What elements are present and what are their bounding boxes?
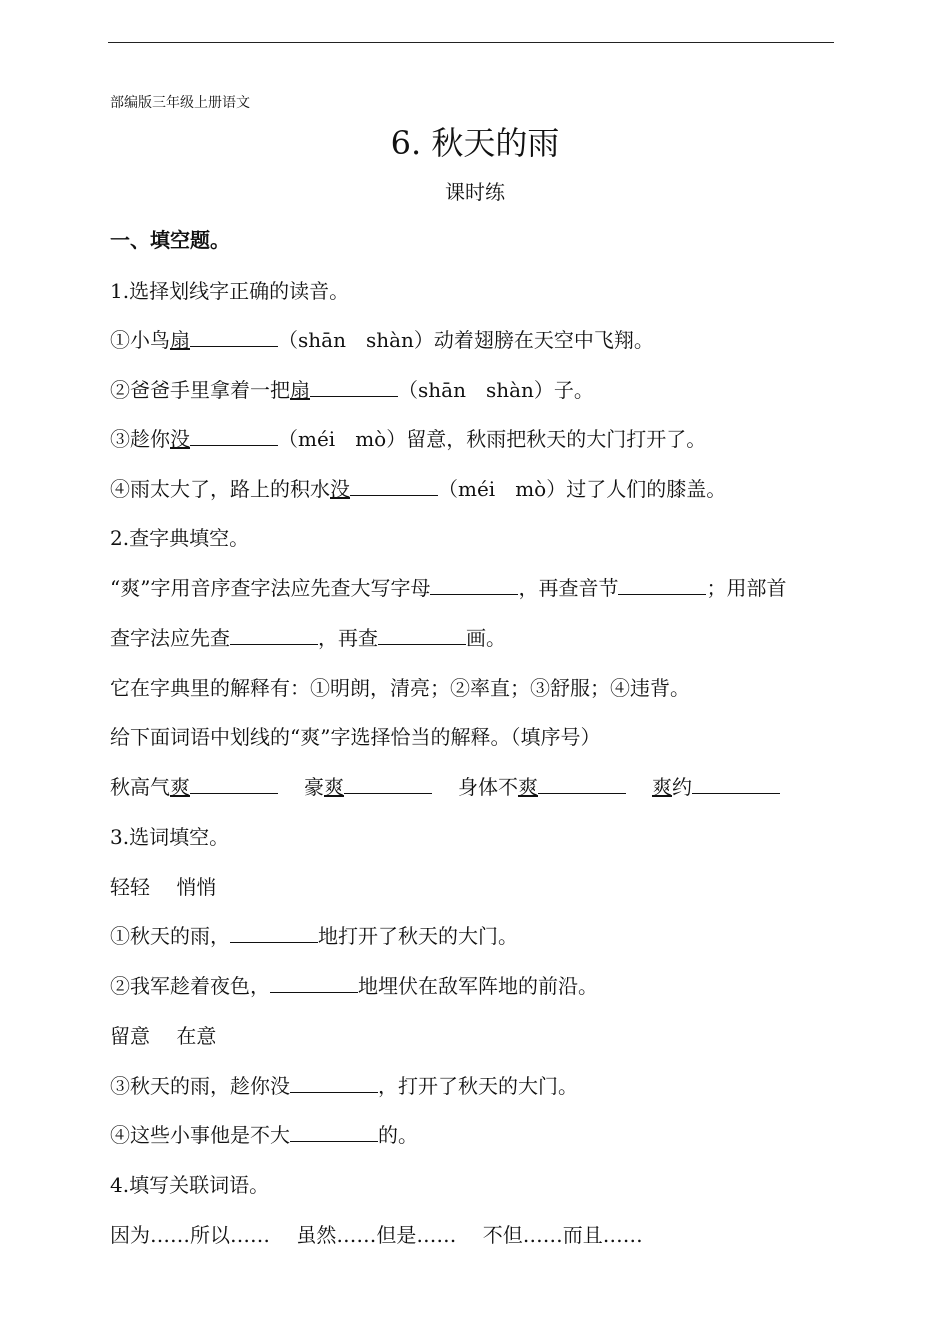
q4-options: 因为……所以…… 虽然……但是…… 不但……而且……	[110, 1223, 643, 1247]
answer-blank[interactable]	[230, 626, 318, 645]
answer-blank[interactable]	[692, 775, 780, 794]
underlined-char: 没	[170, 427, 190, 451]
q3-sentence-1: ①秋天的雨， 地打开了秋天的大门。	[110, 924, 518, 948]
answer-blank[interactable]	[350, 477, 438, 496]
answer-blank[interactable]	[618, 576, 706, 595]
underlined-char: 扇	[170, 328, 190, 352]
answer-blank[interactable]	[430, 576, 518, 595]
q1-item-3: ③趁你没 （méi mò）留意，秋雨把秋天的大门打开了。	[110, 427, 707, 451]
q3-word-group-2: 留意 在意	[110, 1024, 217, 1048]
answer-blank[interactable]	[290, 1123, 378, 1142]
q2-line-3: 它在字典里的解释有：①明朗，清亮；②率直；③舒服；④违背。	[110, 676, 690, 700]
answer-blank[interactable]	[378, 626, 466, 645]
answer-blank[interactable]	[190, 775, 278, 794]
answer-blank[interactable]	[190, 328, 278, 347]
answer-blank[interactable]	[344, 775, 432, 794]
q3-sentence-4: ④这些小事他是不大 的。	[110, 1123, 418, 1147]
answer-blank[interactable]	[290, 1074, 378, 1093]
header-rule	[108, 42, 834, 43]
page-title: 6. 秋天的雨	[390, 124, 560, 162]
q3-sentence-2: ②我军趁着夜色， 地埋伏在敌军阵地的前沿。	[110, 974, 598, 998]
q2-title: 2.查字典填空。	[110, 526, 250, 550]
q2-line-1: “爽”字用音序查字法应先查大写字母 ，再查音节 ；用部首	[110, 576, 787, 600]
answer-blank[interactable]	[230, 924, 318, 943]
underlined-char: 没	[330, 477, 350, 501]
page-subtitle: 课时练	[445, 180, 505, 204]
q2-words: 秋高气爽 豪爽 身体不爽 爽约	[110, 773, 780, 801]
answer-blank[interactable]	[190, 427, 278, 446]
q3-sentence-3: ③秋天的雨，趁你没 ，打开了秋天的大门。	[110, 1074, 578, 1098]
q2-line-4: 给下面词语中划线的“爽”字选择恰当的解释。（填序号）	[110, 725, 601, 749]
q1-item-1: ①小鸟扇 （shān shàn）动着翅膀在天空中飞翔。	[110, 328, 654, 352]
section-heading: 一、填空题。	[110, 228, 230, 252]
q1-title: 1.选择划线字正确的读音。	[110, 279, 350, 303]
q2-line-2: 查字法应先查 ，再查 画。	[110, 626, 506, 650]
q1-item-2: ②爸爸手里拿着一把扇 （shān shàn）子。	[110, 378, 594, 402]
underlined-char: 扇	[290, 378, 310, 402]
q4-title: 4.填写关联词语。	[110, 1173, 270, 1197]
answer-blank[interactable]	[270, 974, 358, 993]
series-label: 部编版三年级上册语文	[110, 95, 250, 111]
answer-blank[interactable]	[310, 378, 398, 397]
q1-item-4: ④雨太大了，路上的积水没 （méi mò）过了人们的膝盖。	[110, 477, 727, 501]
answer-blank[interactable]	[538, 775, 626, 794]
q3-word-group-1: 轻轻 悄悄	[110, 875, 217, 899]
q3-title: 3.选词填空。	[110, 825, 230, 849]
